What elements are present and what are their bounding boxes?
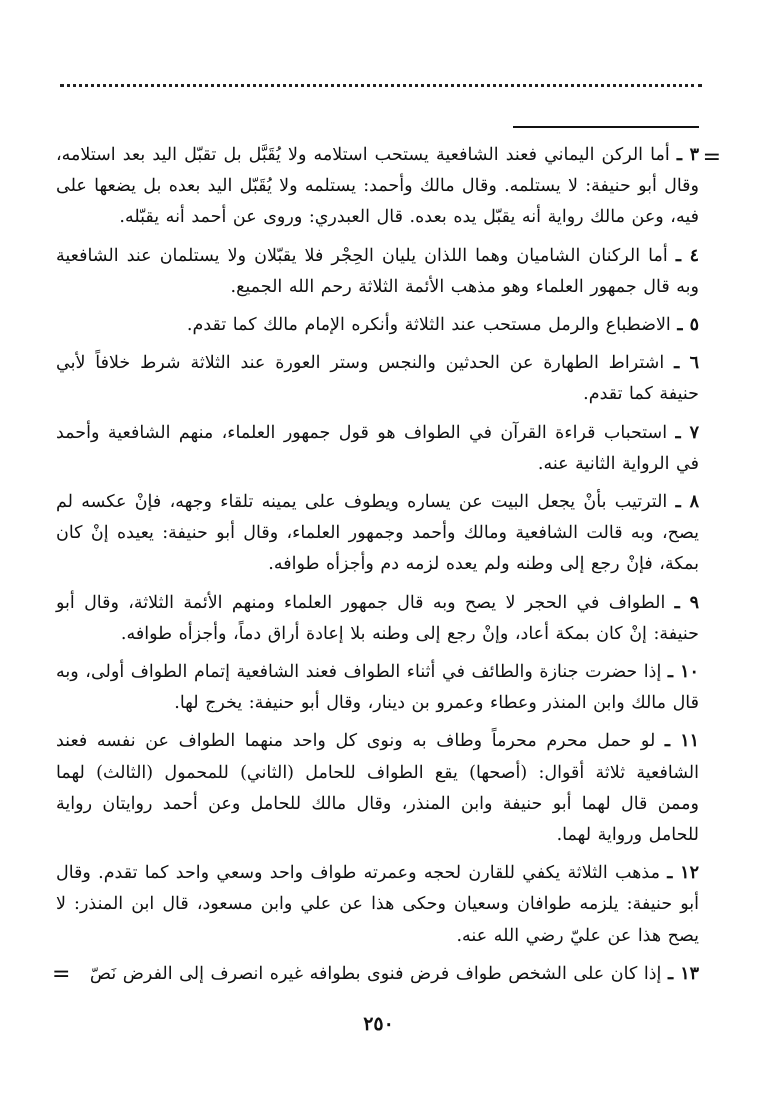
paragraph-number: ٦ ـ [674,353,699,374]
paragraph-text: الترتيب بأنْ يجعل البيت عن يساره ويطوف على يمينه تلقاء وجهه، فإنْ عكسه لم يصح، وبه قالت الشافعية ومالك وأحمد وجمهور العلماء، وقال أبو حنيفة: يعيده إنْ كان بمكة، فإنْ رجع إلى وطنه ولم يعده لزمه دم وأجزأه طوافه. [56,492,699,575]
paragraph-text: أما الركن اليماني فعند الشافعية يستحب استلامه ولا يُقَبَّل بل تقبّل اليد بعد استلامه، وقال أبو حنيفة: لا يستلمه. وقال مالك وأحمد: يستلمه ولا يُقَبّل اليد بعده بل يضعها على فيه، وعن مالك رواية أنه يقبّل يده بعده. قال العبدري: وروى عن أحمد أنه يقبّله. [56,145,699,228]
paragraph-13 [56,959,699,990]
paragraph-number: ٥ ـ [677,315,699,336]
continuation-mark-end: = [52,962,71,987]
paragraph-number: ٣ ـ [676,145,699,165]
paragraph-number: ٤ ـ [675,245,699,266]
paragraph-text: مذهب الثلاثة يكفي للقارن لحجه وعمرته طواف واحد وسعي واحد كما تقدم. وقال أبو حنيفة: يلزمه طوافان وسعيان وحكى هذا عن علي وابن مسعود، قال ابن المنذر: لا يصح هذا عن عليّ رضي الله عنه. [56,863,699,946]
continuation-mark-start: = [702,145,721,170]
paragraph-text: الاضطباع والرمل مستحب عند الثلاثة وأنكره الإمام مالك كما تقدم. [186,315,671,336]
paragraph-number: ٨ ـ [675,492,699,513]
paragraph-text: إذا كان على الشخص طواف فرض فنوى بطوافه غيره انصرف إلى الفرض نَصّ [89,963,662,984]
paragraph-12 [56,858,699,952]
paragraph-4 [56,241,699,303]
paragraph-11 [56,726,699,851]
paragraph-number: ١٠ ـ [667,662,699,683]
footnote-separator-rule [513,126,699,128]
paragraph-8 [56,487,699,581]
paragraph-3 [56,140,699,234]
header-dotted-line [60,84,702,87]
footnote-text [56,140,699,997]
paragraph-number: ٧ ـ [675,422,699,443]
paragraph-number: ٩ ـ [674,592,699,613]
paragraph-number: ١١ ـ [664,731,699,752]
paragraph-10 [56,657,699,719]
paragraph-6 [56,348,699,410]
paragraph-9 [56,588,699,650]
paragraph-text: إذا حضرت جنازة والطائف في أثناء الطواف فعند الشافعية إتمام الطواف أولى، وبه قال مالك وابن المنذر وعطاء وعمرو بن دينار، وقال أبو حنيفة: يخرج لها. [56,662,699,714]
paragraph-text: استحباب قراءة القرآن في الطواف هو قول جمهور العلماء، منهم الشافعية وأحمد في الرواية الثانية عنه. [56,422,699,474]
paragraph-text: لو حمل محرم محرماً وطاف به ونوى كل واحد منهما الطواف عن نفسه فعند الشافعية ثلاثة أقوال: (أصحها) يقع الطواف للحامل (الثاني) للمحمول (الثالث) لهما وممن قال لهما أبو حنيفة وابن المنذر، وقال مالك للحامل وعن أحمد روايتان رواية للحامل ورواية لهما. [56,731,699,846]
paragraph-text: أما الركنان الشاميان وهما اللذان يليان الحِجْر فلا يقبّلان ولا يستلمان عند الشافعية وبه قال جمهور العلماء وهو مذهب الأئمة الثلاثة رحم الله الجميع. [56,245,699,297]
page-number: ٢٥٠ [363,1013,394,1035]
paragraph-text: اشتراط الطهارة عن الحدثين والنجس وستر العورة عند الثلاثة شرط خلافاً لأبي حنيفة كما تقدم. [56,353,699,405]
paragraph-text: الطواف في الحجر لا يصح وبه قال جمهور العلماء ومنهم الأئمة الثلاثة، وقال أبو حنيفة: إنْ كان بمكة أعاد، وإنْ رجع إلى وطنه بلا إعادة أراق دماً، وأجزأه طوافه. [56,592,699,644]
paragraph-5 [56,310,699,341]
paragraph-number: ١٢ ـ [667,863,699,884]
paragraph-number: ١٣ ـ [667,963,699,984]
paragraph-7 [56,418,699,480]
